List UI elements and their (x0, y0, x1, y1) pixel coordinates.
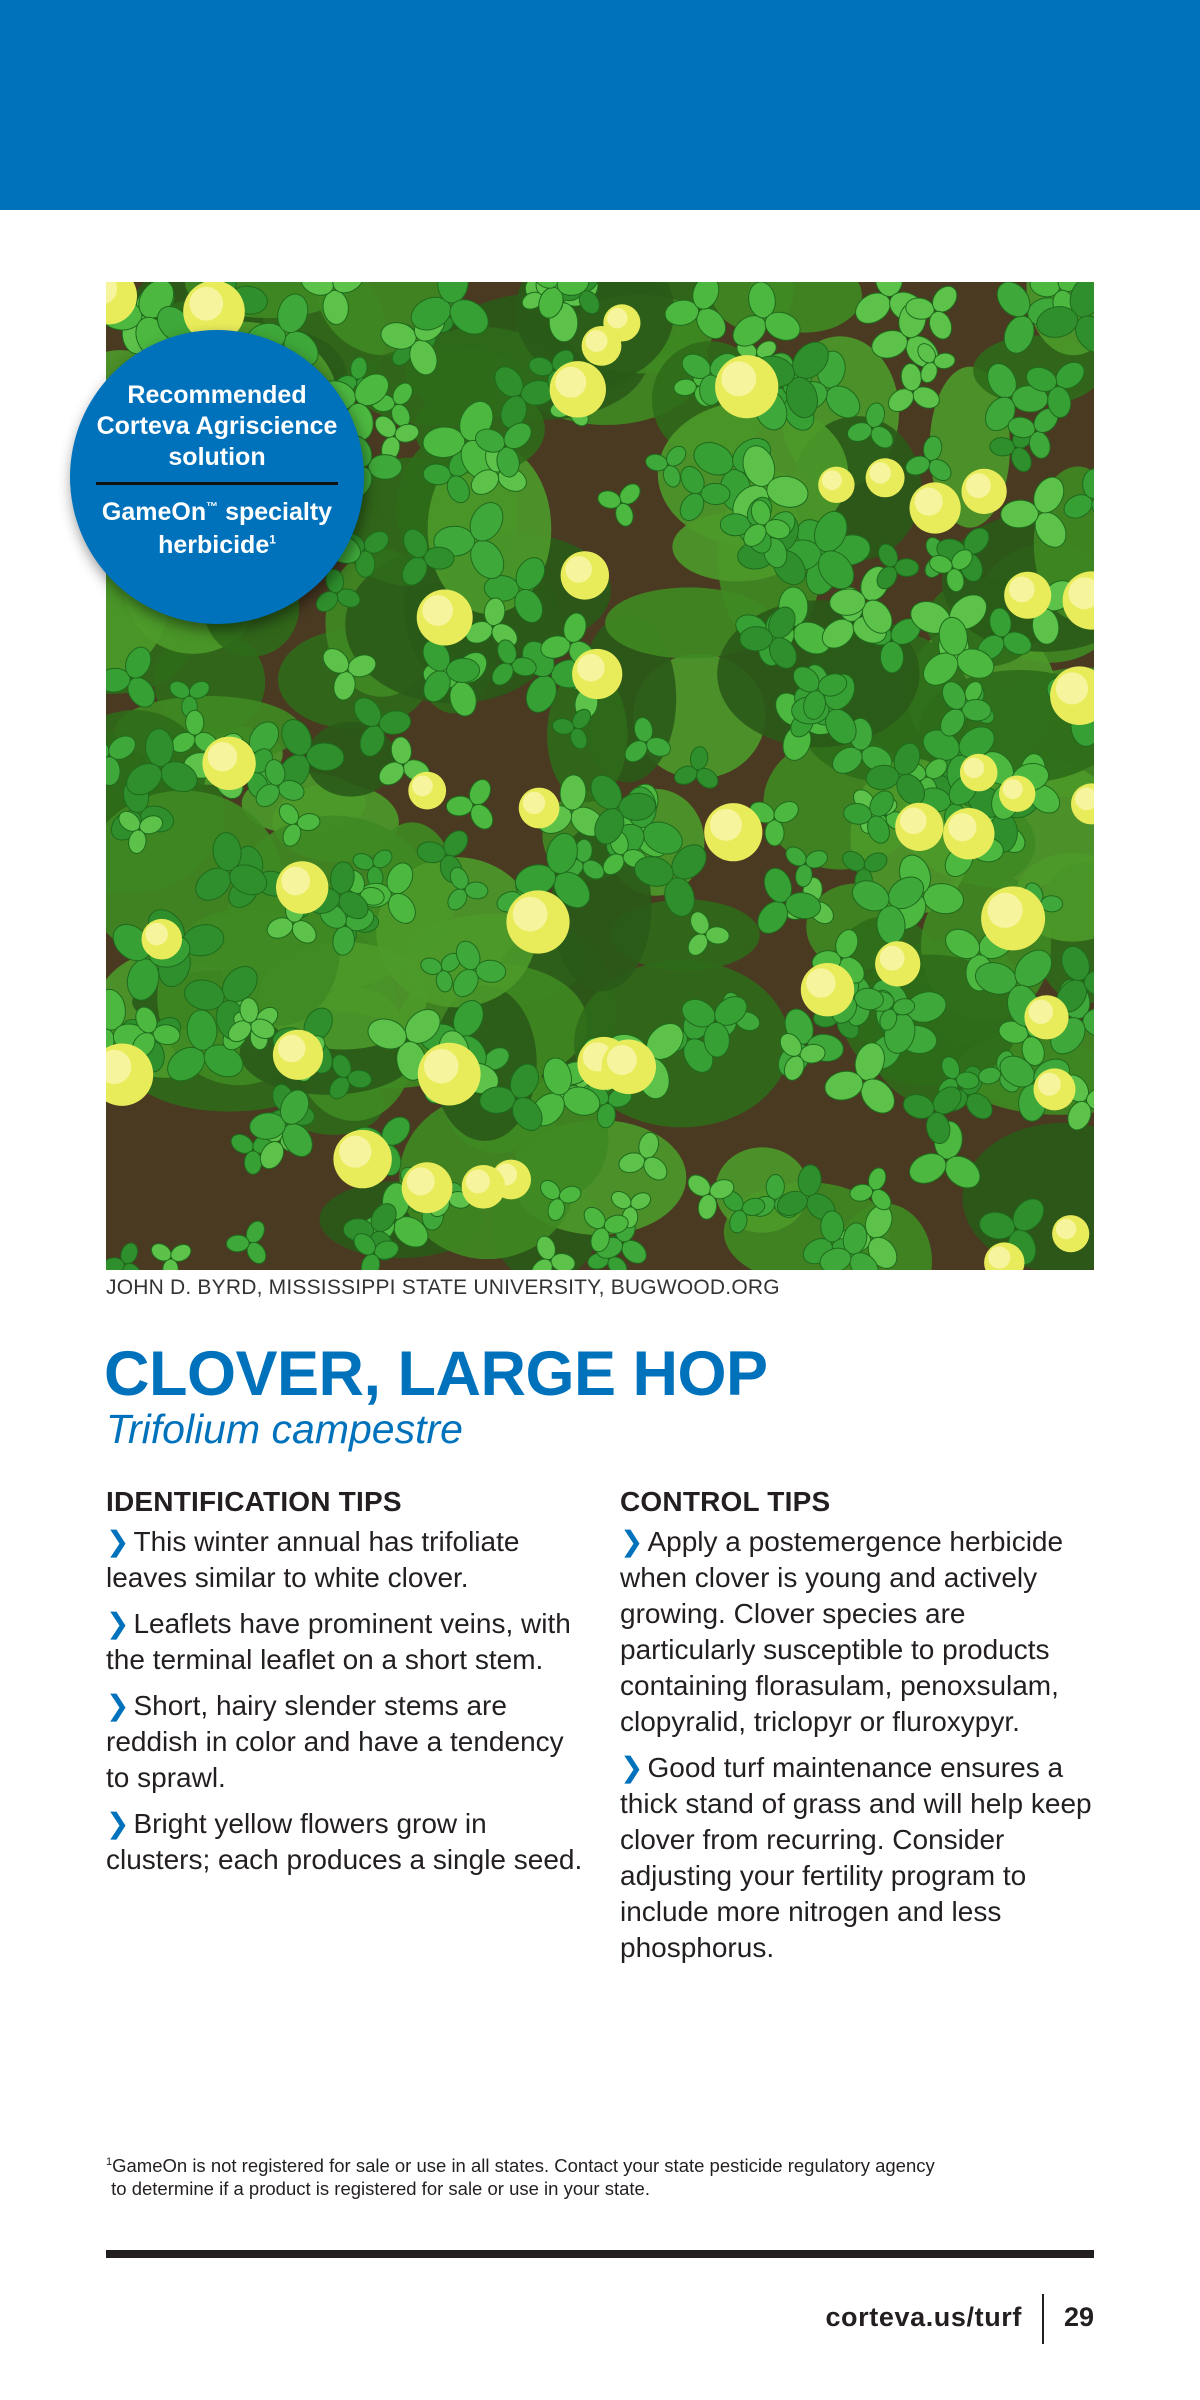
clover-flower-highlight (523, 792, 545, 814)
identification-tip (106, 1606, 584, 1678)
chevron-right-icon: ❯ (620, 1752, 644, 1783)
clover-flower-highlight (948, 813, 976, 841)
clover-flower-highlight (988, 1246, 1010, 1268)
control-tip-text: Good turf maintenance ensures a thick stand of grass and will help keep clover from recurring. Consider adjusting your fertility program to include more nitrogen and less phosphorus. (620, 1752, 1092, 1963)
clover-flower-highlight (412, 776, 433, 797)
badge-line-3: solution (168, 443, 266, 471)
clover-flower-highlight (988, 893, 1023, 928)
badge-product-descriptor: specialty (218, 498, 333, 526)
control-tips-heading: CONTROL TIPS (620, 1486, 831, 1517)
clover-flower-highlight (1056, 672, 1088, 704)
weed-common-name: CLOVER, LARGE HOP (104, 1339, 768, 1409)
clover-flower-highlight (278, 1035, 306, 1063)
clover-flower-highlight (339, 1136, 371, 1168)
footnote-mark: 1 (106, 2155, 113, 2168)
badge-line-1: Recommended (127, 381, 307, 409)
clover-flower-highlight (146, 923, 168, 945)
clover-flower-highlight (806, 968, 835, 997)
clover-flower-highlight (1003, 779, 1023, 799)
chevron-right-icon: ❯ (106, 1808, 130, 1839)
clover-flower-highlight (424, 1049, 459, 1084)
clover-flower-highlight (466, 1169, 490, 1193)
badge-line-2: Corteva Agriscience (96, 412, 338, 440)
clover-flower-highlight (1009, 577, 1035, 603)
footer-rule (106, 2250, 1094, 2258)
control-tip (620, 1750, 1104, 1966)
control-tip-text: Apply a postemergence herbicide when clover is young and actively growing. Clover species are particularly susceptible to products containing florasulam, penoxsulam, clopyralid, triclopyr or fluroxypyr. (620, 1526, 1064, 1737)
badge-trademark: ™ (206, 499, 219, 514)
clover-flower-highlight (208, 742, 237, 771)
clover-flower-highlight (710, 809, 742, 841)
clover-flower-highlight (607, 308, 627, 328)
clover-flower-highlight (964, 758, 985, 779)
clover-flower-highlight (565, 556, 592, 583)
clover-flower-highlight (586, 330, 608, 352)
identification-tip-text: Bright yellow flowers grow in clusters; each produces a single seed. (106, 1808, 583, 1875)
clover-flower-highlight (513, 897, 548, 932)
clover-flower-highlight (189, 287, 223, 321)
control-tips-section (620, 1486, 1104, 1976)
registration-footnote (106, 2154, 1066, 2200)
clover-flower-highlight (555, 367, 586, 398)
header-band (0, 0, 1200, 210)
recommended-solution-badge (70, 330, 364, 624)
chevron-right-icon: ❯ (620, 1526, 644, 1557)
clover-flower-highlight (422, 595, 453, 626)
clover-flower-highlight (407, 1167, 435, 1195)
badge-product-name: GameOn (101, 498, 207, 526)
badge-product-text (86, 496, 348, 562)
badge-product-line-2: herbicide (158, 531, 270, 559)
badge-divider (96, 482, 338, 485)
weed-scientific-name: Trifolium campestre (106, 1406, 463, 1452)
footnote-line-2: to determine if a product is registered for sale or use in your state. (106, 2178, 650, 2199)
clover-flower-highlight (607, 1045, 637, 1075)
clover-flower-highlight (281, 867, 310, 896)
badge-recommendation-text (90, 380, 344, 473)
footer-separator (1042, 2294, 1044, 2344)
footnote-line-1: GameOn is not registered for sale or use in all states. Contact your state pesticide regulatory agency (112, 2155, 935, 2176)
clover-flower-highlight (880, 946, 905, 971)
identification-tips-section (106, 1486, 584, 1888)
identification-tip-text: Short, hairy slender stems are reddish in color and have a tendency to sprawl. (106, 1690, 564, 1793)
photo-credit: JOHN D. BYRD, MISSISSIPPI STATE UNIVERSITY, BUGWOOD.ORG (106, 1276, 780, 1299)
clover-flower-highlight (721, 361, 756, 396)
clover-flower-highlight (822, 470, 842, 490)
badge-footnote-mark: 1 (269, 532, 276, 547)
clover-flower-highlight (870, 462, 891, 483)
clover-flower-highlight (915, 488, 943, 516)
control-tip (620, 1524, 1104, 1740)
identification-tips-heading: IDENTIFICATION TIPS (106, 1486, 402, 1517)
footer-website-link[interactable]: corteva.us/turf (825, 2302, 1022, 2332)
clover-flower-highlight (577, 654, 605, 682)
clover-flower-highlight (1038, 1073, 1061, 1096)
clover-flower-highlight (966, 473, 991, 498)
identification-tip (106, 1806, 584, 1878)
identification-tip (106, 1524, 584, 1596)
chevron-right-icon: ❯ (106, 1608, 130, 1639)
page-number: 29 (1064, 2302, 1095, 2332)
clover-flower-highlight (1056, 1219, 1076, 1239)
clover-flower-highlight (1029, 1000, 1053, 1024)
clover-flower-highlight (900, 808, 927, 835)
chevron-right-icon: ❯ (106, 1690, 130, 1721)
identification-tip-text: This winter annual has trifoliate leaves similar to white clover. (106, 1526, 520, 1593)
identification-tip (106, 1688, 584, 1796)
identification-tip-text: Leaflets have prominent veins, with the terminal leaflet on a short stem. (106, 1608, 571, 1675)
chevron-right-icon: ❯ (106, 1526, 130, 1557)
